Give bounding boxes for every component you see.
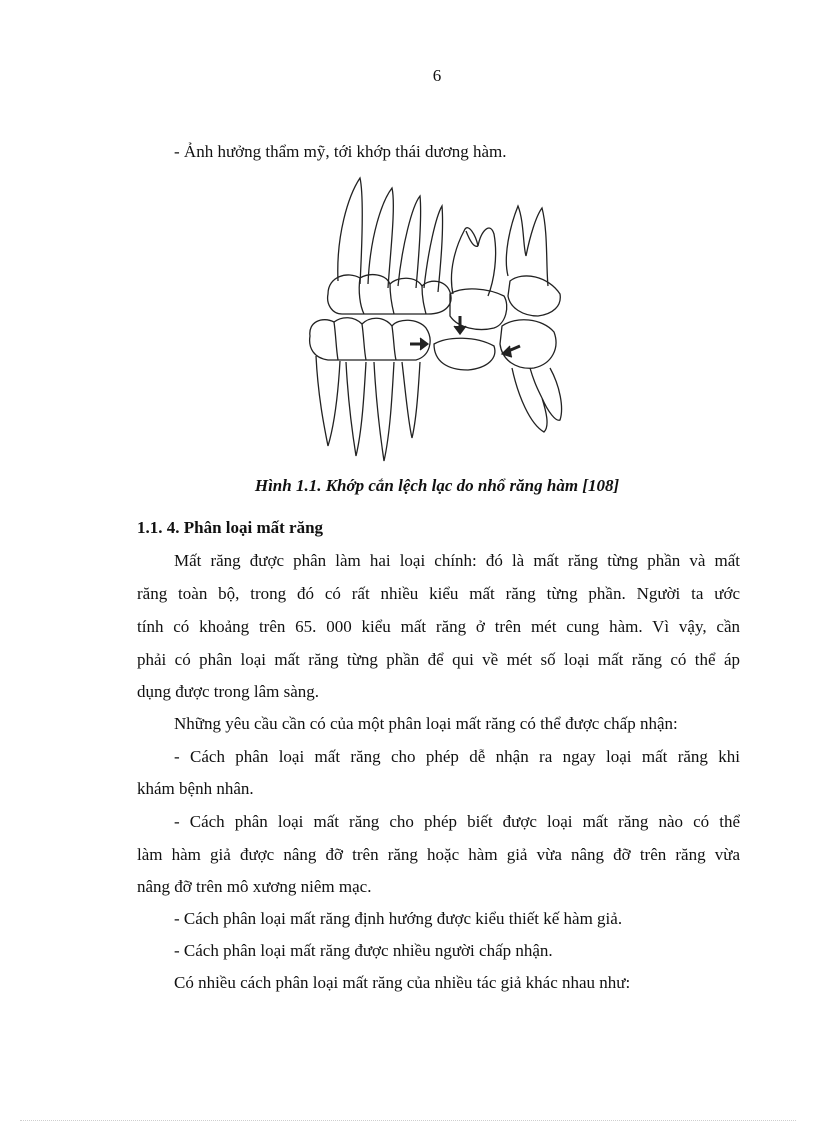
section-heading: 1.1. 4. Phân loại mất răng [137, 518, 324, 537]
bullet-line: - Cách phân loại mất răng cho phép biết được loại mất răng nào có thể [174, 812, 740, 831]
figure-caption: Hình 1.1. Khớp cắn lệch lạc do nhổ răng hàm [108] [254, 476, 620, 495]
requirements-intro: Những yêu cầu cần có của một phân loại mất răng có thể được chấp nhận: [174, 714, 678, 733]
bullet-line: - Cách phân loại mất răng được nhiều người chấp nhận. [174, 941, 553, 960]
paragraph-line: tính có khoảng trên 65. 000 kiểu mất răng ở trên mét cung hàm. Vì vậy, cần [137, 617, 740, 636]
paragraph-line: phải có phân loại mất răng từng phần để qui về mét số loại mất răng có thể áp [137, 650, 740, 669]
tooth-occlusion-illustration [298, 176, 568, 466]
bullet-line: khám bệnh nhân. [137, 779, 254, 798]
paragraph-line: Mất răng được phân làm hai loại chính: đó là mất răng từng phần và mất [174, 551, 740, 570]
page-number: 6 [432, 66, 442, 85]
tooth-occlusion-figure [298, 176, 568, 466]
paragraph-line: răng toàn bộ, trong đó có rất nhiều kiểu mất răng từng phần. Người ta ước [137, 584, 740, 603]
bullet-line: làm hàm giả được nâng đỡ trên răng hoặc hàm giả vừa nâng đỡ trên răng vừa [137, 845, 740, 864]
bullet-line: nâng đỡ trên mô xương niêm mạc. [137, 877, 372, 896]
paragraph-line: dụng được trong lâm sàng. [137, 682, 320, 701]
bullet-line: - Cách phân loại mất răng định hướng được kiểu thiết kế hàm giả. [174, 909, 623, 928]
page-bottom-rule [20, 1120, 796, 1121]
bullet-line: - Cách phân loại mất răng cho phép dễ nhận ra ngay loại mất răng khi [174, 747, 740, 766]
intro-bullet: - Ảnh hưởng thẩm mỹ, tới khớp thái dương hàm. [174, 142, 507, 161]
closing-line: Có nhiều cách phân loại mất răng của nhiều tác giả khác nhau như: [174, 973, 631, 992]
